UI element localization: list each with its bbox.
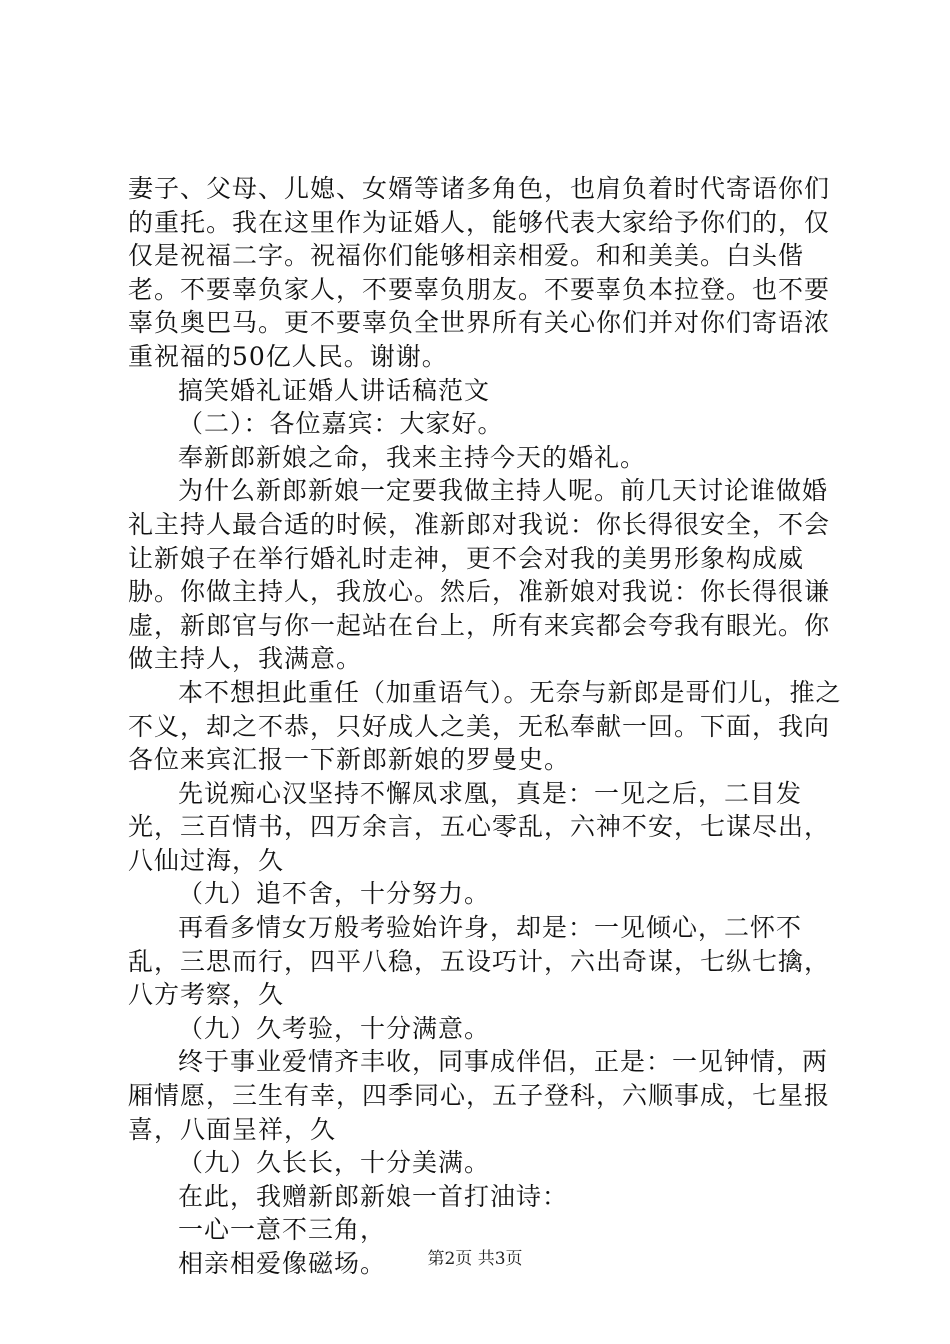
page-footer: 第2页 共3页 bbox=[427, 1249, 523, 1269]
paragraph: 再看多情女万般考验始许身，却是：一见倾心，二怀不乱，三思而行，四平八稳，五设巧计，六出奇谋，七纵七擒，八方考察，久 bbox=[128, 913, 831, 1010]
paragraph: 奉新郎新娘之命，我来主持今天的婚礼。 bbox=[178, 442, 647, 472]
document-body bbox=[128, 172, 848, 1281]
paragraph: 先说痴心汉坚持不懈凤求凰，真是：一见之后，二目发光，三百情书，四万余言，五心零乱，六神不安，七谋尽出，八仙过海，久 bbox=[128, 778, 831, 875]
paragraph: （九）久长长，十分美满。 bbox=[178, 1148, 491, 1178]
poem-line: 相亲相爱像磁场。 bbox=[178, 1249, 387, 1278]
paragraph: （九）追不舍，十分努力。 bbox=[178, 879, 491, 909]
paragraph: 在此，我赠新郎新娘一首打油诗： bbox=[178, 1181, 569, 1211]
section-title: 搞笑婚礼证婚人讲话稿范文 bbox=[178, 375, 491, 405]
paragraph: 妻子、父母、儿媳、女婿等诸多角色，也肩负着时代寄语你们的重托。我在这里作为证婚人，能够代表大家给予你们的，仅仅是祝福二字。祝福你们能够相亲相爱。和和美美。白头偕老。不要辜负家人，不要辜负朋友。不要辜负本拉登。也不要辜负奥巴马。更不要辜负全世界所有关心你们并对你们寄语浓重祝福的50亿人民。谢谢。 bbox=[128, 174, 831, 371]
paragraph: （二）：各位嘉宾：大家好。 bbox=[178, 409, 504, 439]
paragraph: 终于事业爱情齐丰收，同事成伴侣，正是：一见钟情，两厢情愿，三生有幸，四季同心，五子登科，六顺事成，七星报喜，八面呈祥，久 bbox=[128, 1047, 831, 1144]
paragraph: 本不想担此重任（加重语气）。无奈与新郎是哥们儿，推之不义，却之不恭，只好成人之美，无私奉献一回。下面，我向各位来宾汇报一下新郎新娘的罗曼史。 bbox=[128, 677, 842, 775]
poem-line: 一心一意不三角， bbox=[178, 1215, 387, 1245]
paragraph: （九）久考验，十分满意。 bbox=[178, 1013, 491, 1043]
paragraph: 为什么新郎新娘一定要我做主持人呢。前几天讨论谁做婚礼主持人最合适的时候，准新郎对我说：你长得很安全，不会让新娘子在举行婚礼时走神，更不会对我的美男形象构成威胁。你做主持人，我放心。然后，准新娘对我说：你长得很谦虚，新郎官与你一起站在台上，所有来宾都会夸我有眼光。你做主持人，我满意。 bbox=[128, 476, 831, 674]
